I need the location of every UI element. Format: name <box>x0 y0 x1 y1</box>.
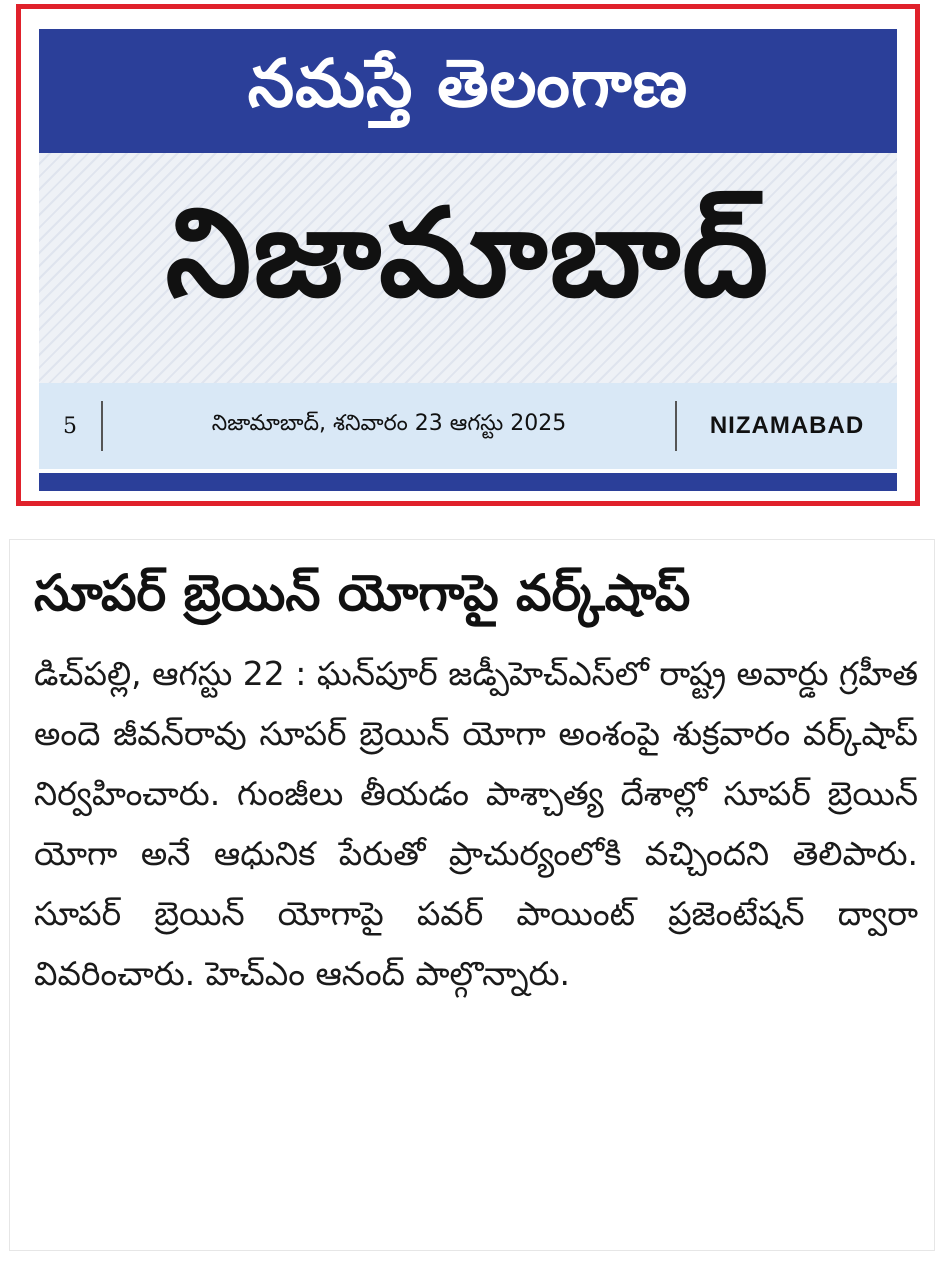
news-article <box>10 540 934 1250</box>
masthead-frame <box>16 4 920 506</box>
edition-city: NIZAMABAD <box>709 412 865 439</box>
article-headline: సూపర్ బ్రెయిన్ యోగాపై వర్క్‌షాప్ <box>34 564 691 622</box>
dateline: నిజామాబాద్, శనివారం 23 ఆగస్టు 2025 <box>211 411 567 436</box>
newspaper-logo-text: నమస్తే తెలంగాణ <box>247 44 689 122</box>
info-strip <box>39 383 897 469</box>
page-number: 5 <box>63 413 77 439</box>
edition-title: నిజామాబాద్ <box>165 182 771 324</box>
masthead <box>39 29 897 491</box>
masthead-bottom-bar <box>39 473 897 491</box>
article-body: డిచ్‌పల్లి, ఆగస్టు 22 : ఘన్‌పూర్ జడ్పీహెచ్‌ఎస్‌లో రాష్ట్ర అవార్డు గ్రహీత అందె జీవన్‌రావు సూపర్ బ్రెయిన్ యోగా అంశంపై శుక్రవారం వర్క్‌షాప్ నిర్వహించారు. గుంజీలు తీయడం పాశ్చాత్య దేశాల్లో సూపర్ బ్రెయిన్ యోగా అనే ఆధునిక పేరుతో ప్రాచుర్యంలోకి వచ్చిందని తెలిపారు. సూపర్ బ్రెయిన్ యోగాపై పవర్ పాయింట్ ప్రజెంటేషన్ ద్వారా వివరించారు. హెచ్‌ఎం ఆనంద్ పాల్గొన్నారు. <box>34 654 919 993</box>
brand-band <box>39 29 897 153</box>
edition-band <box>39 153 897 383</box>
